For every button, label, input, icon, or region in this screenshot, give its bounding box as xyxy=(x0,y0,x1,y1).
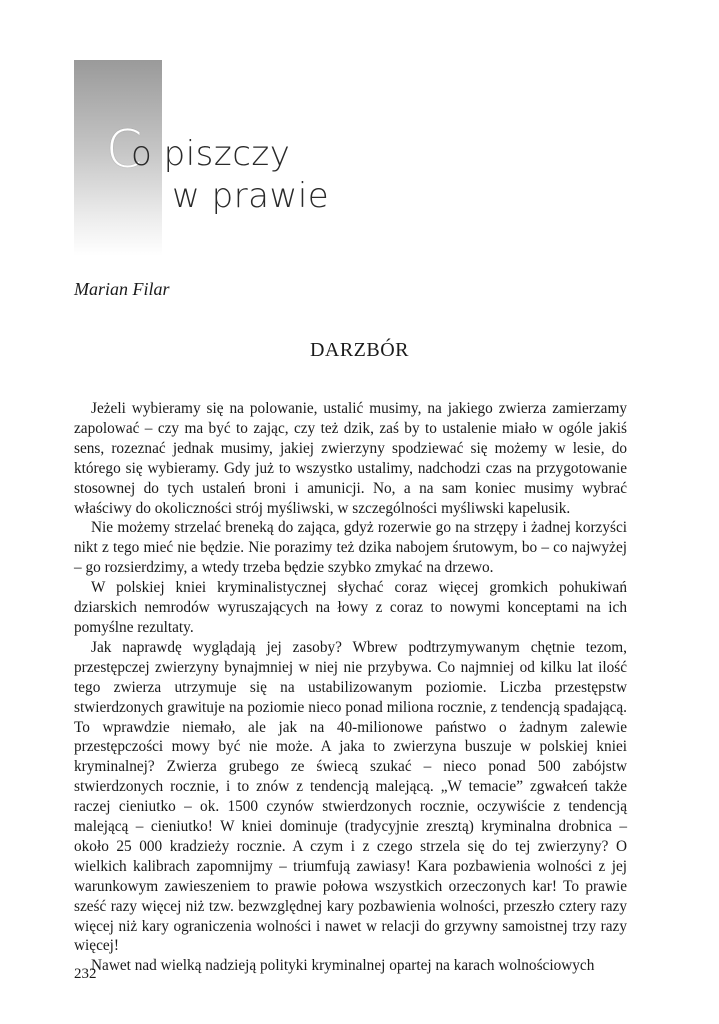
title-line-2: w prawie xyxy=(172,176,330,216)
paragraph: Jeżeli wybieramy się na polowanie, ustalić musimy, na jakiego zwierza zamierzamy zapolować – czy ma być to zając, czy też dzik, zaś by to ustalenie miało w ogóle jakiś sens, rozeznać jednak musimy, jakiej zwierzyny spodziewać się możemy w lesie, do którego się wybieramy. Gdy już to wszystko ustalimy, nadchodzi czas na przygotowanie stosownej do tych ustaleń broni i amunicji. No, a na sam koniec musimy wybrać właściwy do okoliczności strój myśliwski, w szczególności myśliwski kapelusik. xyxy=(74,400,627,517)
page-number: 232 xyxy=(74,966,97,982)
paragraph: Nie możemy strzelać breneką do zająca, gdyż rozerwie go na strzępy i żadnej korzyści nikt z tego mieć nie będzie. Nie porazimy też dzika nabojem śrutowym, bo – co najwyżej – go rozsierdzimy, a wtedy trzeba będzie szybko zmykać na drzewo. xyxy=(74,519,627,577)
paragraph: Jak naprawdę wyglądają jej zasoby? Wbrew podtrzymywanym chętnie tezom, przestępczej zwierzyny bynajmniej w niej nie przybywa. Co najmniej od kilku lat ilość tego zwierza utrzymuje się na ustabilizowanym poziomie. Liczba przestępstw stwierdzonych grawituje na poziomie nieco ponad miliona rocznie, z tendencją spadającą. To wprawdzie niemało, ale jak na 40-milionowe państwo o żadnym zalewie przestępczości mowy być nie może. A jaka to zwierzyna buszuje w polskiej kniei kryminalnej? Zwierza grubego ze świecą szukać – nieco ponad 500 zabójstw stwierdzonych rocznie, i to znów z tendencją malejącą. „W temacie” zgwałceń także raczej cieniutko – ok. 1500 czynów stwierdzonych rocznie, oczywiście z tendencją malejącą – cieniutko! W kniei dominuje (tradycyjnie zresztą) kryminalna drobnica – około 25 000 kradzieży rocznie. A czym i z czego strzela się do tej zwierzyny? O wielkich kalibrach zapomnijmy – triumfują zawiasy! Kara pozbawienia wolności z jej warunkowym zawieszeniem to prawie połowa wszystkich orzeczonych kar! To prawie sześć razy więcej niż tzw. bezwzględnej kary pozbawienia wolności, przeszło cztery razy więcej niż kary ograniczenia wolności i nawet w relacji do grzywny samoistnej trzy razy więcej! xyxy=(74,638,627,955)
author-name: Marian Filar xyxy=(74,279,170,299)
title-initial-letter: C xyxy=(106,120,143,180)
paragraph: W polskiej kniei kryminalistycznej słychać coraz więcej gromkich pohukiwań dziarskich nemrodów wyruszających na łowy z coraz to nowymi konceptami na ich pomyślne rezultaty. xyxy=(74,579,627,636)
section-heading: DARZBÓR xyxy=(309,339,410,361)
title-line-1: o piszczy xyxy=(131,134,291,174)
paragraph: Nawet nad wielką nadzieją polityki kryminalnej opartej na karach wolnościowych xyxy=(91,957,595,975)
article-body xyxy=(74,399,627,976)
